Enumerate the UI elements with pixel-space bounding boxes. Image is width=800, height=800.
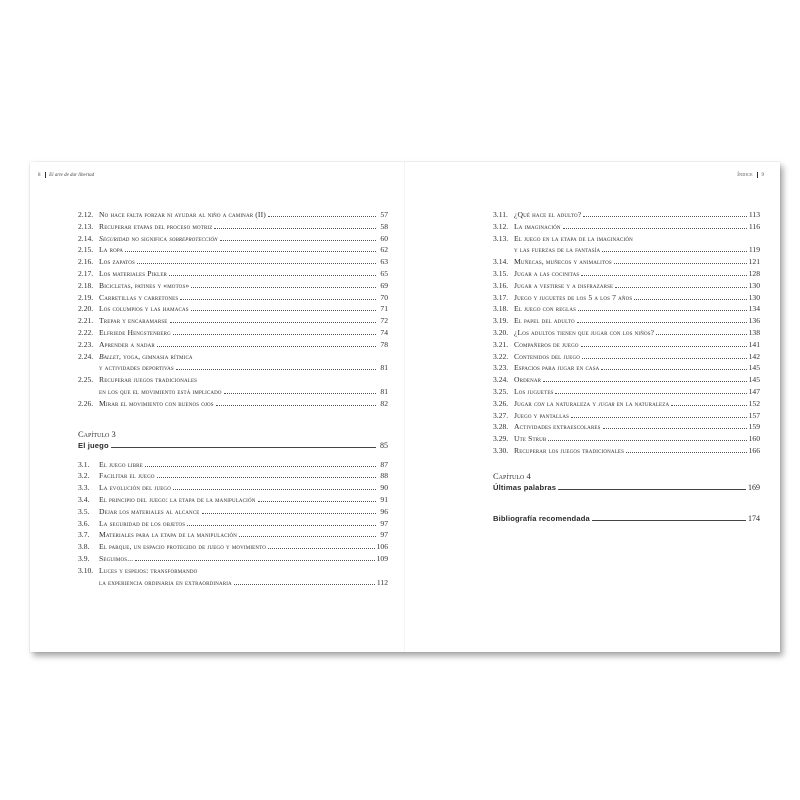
entry-page-number: 65 <box>380 268 388 278</box>
toc-entry <box>493 445 760 457</box>
entry-number: 3.14. <box>493 257 509 267</box>
entry-number: 3.6. <box>78 518 90 528</box>
entry-number: 2.23. <box>78 339 94 349</box>
entry-title: Juego y pantallas <box>514 410 570 420</box>
chapter-page-number: 169 <box>748 482 760 492</box>
entry-number: 2.14. <box>78 233 94 243</box>
toc-entry <box>78 256 388 268</box>
header-divider <box>45 172 46 178</box>
entry-page-number: 74 <box>380 327 388 337</box>
toc-entry <box>493 339 760 351</box>
left-toc <box>78 209 388 588</box>
entry-page-number: 70 <box>380 292 388 302</box>
dot-leader <box>173 334 376 335</box>
entry-page-number: 63 <box>380 257 388 267</box>
entry-title: El principio del juego: la etapa de la manipulación <box>99 494 256 504</box>
dot-leader <box>602 251 747 252</box>
dot-leader <box>601 369 746 370</box>
entry-title: Juego y juguetes de los 5 a los 7 años <box>514 292 633 302</box>
toc-entry <box>493 386 760 398</box>
entry-page-number: 159 <box>748 422 760 432</box>
entry-number: 3.9. <box>78 553 90 563</box>
toc-entry <box>78 315 388 327</box>
entry-title: No hace falta forzar ni ayudar al niño a caminar (II) <box>99 210 266 219</box>
dot-leader <box>615 287 746 288</box>
bibliography-heading <box>493 513 760 524</box>
toc-entry <box>493 351 760 363</box>
leader-line <box>558 489 746 490</box>
dot-leader <box>555 393 746 394</box>
entry-number: 3.1. <box>78 459 90 469</box>
entry-page-number: 138 <box>748 327 760 337</box>
dot-leader <box>548 440 746 441</box>
dot-leader <box>626 452 747 453</box>
toc-entry <box>78 339 388 351</box>
toc-entry <box>493 268 760 280</box>
entry-number: 3.11. <box>493 210 508 219</box>
entry-title: Materiales para la etapa de la manipulación <box>99 530 237 540</box>
toc-entry <box>493 327 760 339</box>
dot-leader <box>157 477 376 478</box>
chapter-label: Capítulo 4 <box>493 470 531 481</box>
dot-leader <box>176 369 376 370</box>
entry-page-number: 166 <box>748 445 760 455</box>
entry-number: 3.24. <box>493 375 509 385</box>
entry-number: 3.13. <box>493 233 509 243</box>
entry-title: El juego libre <box>99 459 143 469</box>
entry-page-number: 119 <box>748 245 760 255</box>
chapter-title: El juego <box>78 440 109 450</box>
dot-leader <box>581 275 746 276</box>
right-page <box>405 162 780 652</box>
toc-entry <box>78 209 388 221</box>
entry-number: 3.4. <box>78 494 90 504</box>
dot-leader <box>656 334 746 335</box>
dot-leader <box>137 263 376 264</box>
chapter-title: Últimas palabras <box>493 482 557 492</box>
entry-title: Carretillas y carretones <box>99 292 179 302</box>
toc-entry <box>493 280 760 292</box>
entry-page-number: 91 <box>380 494 388 504</box>
dot-leader <box>234 584 375 585</box>
entry-page-number: 113 <box>748 210 760 219</box>
toc-entry <box>78 280 388 292</box>
entry-title: Recuperar los juegos tradicionales <box>514 445 625 455</box>
toc-entry <box>78 351 388 375</box>
entry-number: 2.16. <box>78 257 94 267</box>
entry-title: Bicicletas, patines y «motos» <box>99 280 190 290</box>
entry-page-number: 62 <box>380 245 388 255</box>
entry-title: Elfriede Hengstenberg <box>99 327 171 337</box>
entry-page-number: 87 <box>380 459 388 469</box>
entry-number: 3.25. <box>493 386 509 396</box>
dot-leader <box>258 501 377 502</box>
entry-number: 3.16. <box>493 280 509 290</box>
toc-entry <box>78 292 388 304</box>
entry-title: Recuperar juegos tradicionales <box>99 375 198 385</box>
entry-page-number: 88 <box>380 471 388 481</box>
entry-number: 3.22. <box>493 351 509 361</box>
toc-entry <box>493 292 760 304</box>
entry-page-number: 97 <box>380 518 388 528</box>
entry-page-number: 128 <box>748 268 760 278</box>
toc-entry <box>493 421 760 433</box>
entry-page-number: 130 <box>748 280 760 290</box>
dot-leader <box>671 405 746 406</box>
entry-number: 2.12. <box>78 210 94 219</box>
dot-leader <box>157 346 376 347</box>
entry-number: 3.7. <box>78 530 90 540</box>
entry-page-number: 60 <box>380 233 388 243</box>
entry-title: en los que el movimiento está implicado <box>99 386 222 396</box>
entry-title: Mirar el movimiento con buenos ojos <box>99 398 214 408</box>
entry-number: 2.15. <box>78 245 94 255</box>
toc-entry <box>493 374 760 386</box>
entry-title: Los materiales Pikler <box>99 268 168 278</box>
right-running-header <box>737 172 764 178</box>
entry-page-number: 69 <box>380 280 388 290</box>
dot-leader <box>571 417 747 418</box>
entry-page-number: 116 <box>748 221 760 231</box>
left-page <box>30 162 405 652</box>
entry-page-number: 106 <box>376 542 388 552</box>
entry-title: Actividades extraescolares <box>514 422 601 432</box>
entry-title: El papel del adulto <box>514 316 575 326</box>
entry-number: 3.20. <box>493 327 509 337</box>
entry-number: 3.30. <box>493 445 509 455</box>
entry-number: 2.19. <box>78 292 94 302</box>
entry-page-number: 57 <box>380 210 388 219</box>
toc-entry <box>493 233 760 257</box>
entry-title: Los columpios y las hamacas <box>99 304 189 314</box>
entry-page-number: 81 <box>380 363 388 373</box>
toc-entry <box>78 303 388 315</box>
chapter-title: Bibliografía recomendada <box>493 513 590 523</box>
toc-entry <box>78 398 388 410</box>
entry-page-number: 81 <box>380 386 388 396</box>
entry-page-number: 72 <box>380 316 388 326</box>
entry-title: Ute Strub <box>514 434 547 444</box>
entry-page-number: 90 <box>380 483 388 493</box>
toc-entry <box>78 327 388 339</box>
entry-title: Muñecas, muñecos y animalitos <box>514 257 612 267</box>
entry-title: Los zapatos <box>99 257 135 267</box>
right-toc <box>493 209 760 524</box>
toc-entry <box>493 221 760 233</box>
dot-leader <box>125 251 376 252</box>
entry-title: Contenidos del juego <box>514 351 581 361</box>
toc-entry <box>78 565 388 589</box>
entry-page-number: 157 <box>748 410 760 420</box>
entry-title: ¿Qué hace el adulto? <box>514 210 582 219</box>
entry-title: Seguridad no significa sobreprotección <box>99 233 218 243</box>
entry-page-number: 58 <box>380 221 388 231</box>
entry-title: La seguridad de los objetos <box>99 518 186 528</box>
entry-title: Ballet, yoga, gimnasia rítmica <box>99 351 193 361</box>
entry-title: y las fuerzas de la fantasía <box>514 245 601 255</box>
toc-entry <box>78 374 388 398</box>
toc-entry <box>493 433 760 445</box>
section-title: Índice <box>737 173 753 178</box>
entry-page-number: 142 <box>748 351 760 361</box>
entry-title: El parque, un espacio protegido de juego y movimiento <box>99 542 266 552</box>
dot-leader <box>169 275 376 276</box>
toc-entry <box>78 459 388 471</box>
dot-leader <box>603 428 747 429</box>
entry-page-number: 152 <box>748 398 760 408</box>
entry-page-number: 82 <box>380 398 388 408</box>
entry-page-number: 147 <box>748 386 760 396</box>
dot-leader <box>145 466 376 467</box>
dot-leader <box>577 322 747 323</box>
entry-number: 3.26. <box>493 398 509 408</box>
chapter-4-heading <box>493 471 760 493</box>
entry-number: 3.12. <box>493 221 509 231</box>
entry-title: ¿Los adultos tienen que jugar con los niños? <box>514 327 655 337</box>
entry-page-number: 136 <box>748 316 760 326</box>
toc-entry <box>78 244 388 256</box>
dot-leader <box>202 513 376 514</box>
toc-entry <box>493 303 760 315</box>
entry-title: Compañeros de juego <box>514 339 579 349</box>
entry-title: El juego con reglas <box>514 304 577 314</box>
toc-entry <box>493 362 760 374</box>
entry-title: la experiencia ordinaria en extraordinaria <box>99 577 232 587</box>
header-divider <box>757 172 758 178</box>
entry-page-number: 145 <box>748 363 760 373</box>
entry-number: 3.17. <box>493 292 509 302</box>
dot-leader <box>170 322 377 323</box>
entry-number: 2.24. <box>78 351 94 361</box>
entry-number: 3.29. <box>493 434 509 444</box>
dot-leader <box>268 548 375 549</box>
entry-title: Seguimos... <box>99 553 134 563</box>
toc-entry <box>493 398 760 410</box>
left-running-header <box>38 172 94 178</box>
entry-title: La imaginación <box>514 221 561 231</box>
toc-entry <box>493 410 760 422</box>
entry-page-number: 71 <box>380 304 388 314</box>
left-page-number: 8 <box>38 172 41 178</box>
chapter-page-number: 85 <box>380 440 388 450</box>
dot-leader <box>563 228 747 229</box>
entry-title: Trepar y encaramarse <box>99 316 168 326</box>
dot-leader <box>191 287 376 288</box>
dot-leader <box>191 310 376 311</box>
chapter-page-number: 174 <box>748 513 760 523</box>
book-title: El arte de dar libertad <box>49 172 95 178</box>
toc-entry <box>78 482 388 494</box>
entry-number: 3.10. <box>78 565 94 575</box>
entry-page-number: 160 <box>748 434 760 444</box>
toc-entry <box>493 209 760 221</box>
dot-leader <box>216 405 376 406</box>
dot-leader <box>578 310 747 311</box>
entry-number: 2.21. <box>78 316 94 326</box>
toc-entry <box>78 268 388 280</box>
toc-entry <box>78 233 388 245</box>
entry-title: Los juguetes <box>514 386 554 396</box>
entry-number: 3.5. <box>78 506 90 516</box>
dot-leader <box>268 216 376 217</box>
toc-entry <box>78 221 388 233</box>
entry-title: Espacios para jugar en casa <box>514 363 600 373</box>
entry-number: 3.23. <box>493 363 509 373</box>
entry-title: La ropa <box>99 245 124 255</box>
chapter-label: Capítulo 3 <box>78 428 116 439</box>
entry-title: Dejar los materiales al alcance <box>99 506 200 516</box>
leader-line <box>111 447 376 448</box>
entry-number: 3.18. <box>493 304 509 314</box>
dot-leader <box>224 393 376 394</box>
book-spread <box>30 162 780 652</box>
entry-number: 3.19. <box>493 316 509 326</box>
entry-title: Jugar con la naturaleza y jugar en la naturaleza <box>514 398 670 408</box>
entry-page-number: 78 <box>380 339 388 349</box>
entry-page-number: 109 <box>376 553 388 563</box>
entry-number: 3.28. <box>493 422 509 432</box>
toc-entry <box>78 494 388 506</box>
toc-entry <box>493 256 760 268</box>
entry-page-number: 134 <box>748 304 760 314</box>
entry-title: El juego en la etapa de la imaginación <box>514 233 633 243</box>
entry-number: 3.8. <box>78 542 90 552</box>
entry-number: 2.17. <box>78 268 94 278</box>
entry-title: y actividades deportivas <box>99 363 174 373</box>
entry-page-number: 97 <box>380 530 388 540</box>
toc-entry <box>78 518 388 530</box>
entry-number: 2.26. <box>78 398 94 408</box>
toc-entry <box>78 506 388 518</box>
entry-title: Jugar a las cocinitas <box>514 268 580 278</box>
entry-number: 2.20. <box>78 304 94 314</box>
entry-page-number: 145 <box>748 375 760 385</box>
leader-line <box>592 520 746 521</box>
entry-page-number: 112 <box>376 577 388 587</box>
dot-leader <box>239 536 376 537</box>
entry-title: Aprender a nadar <box>99 339 155 349</box>
dot-leader <box>187 525 376 526</box>
entry-title: Facilitar el juego <box>99 471 155 481</box>
toc-entry <box>78 553 388 565</box>
dot-leader <box>220 240 376 241</box>
entry-page-number: 130 <box>748 292 760 302</box>
dot-leader <box>135 560 374 561</box>
entry-title: La evolución del juego <box>99 483 171 493</box>
toc-entry <box>78 529 388 541</box>
entry-number: 2.18. <box>78 280 94 290</box>
entry-number: 3.15. <box>493 268 509 278</box>
entry-number: 3.2. <box>78 471 90 481</box>
entry-title: Luces y espejos: transformando <box>99 565 198 575</box>
dot-leader <box>173 489 376 490</box>
entry-title: Jugar a vestirse y a disfrazarse <box>514 280 614 290</box>
entry-title: Ordenar <box>514 375 542 385</box>
dot-leader <box>543 381 747 382</box>
entry-number: 3.21. <box>493 339 509 349</box>
toc-entry <box>78 470 388 482</box>
toc-entry <box>493 315 760 327</box>
dot-leader <box>582 358 747 359</box>
entry-number: 2.25. <box>78 375 94 385</box>
entry-title: Recuperar etapas del proceso motriz <box>99 221 213 231</box>
chapter-3-heading <box>78 429 388 451</box>
entry-page-number: 121 <box>748 257 760 267</box>
dot-leader <box>634 299 746 300</box>
entry-page-number: 141 <box>748 339 760 349</box>
toc-entry <box>78 541 388 553</box>
right-page-number: 9 <box>761 172 764 178</box>
dot-leader <box>581 346 747 347</box>
dot-leader <box>180 299 376 300</box>
entry-number: 2.13. <box>78 221 94 231</box>
entry-page-number: 96 <box>380 506 388 516</box>
dot-leader <box>614 263 747 264</box>
dot-leader <box>583 216 747 217</box>
dot-leader <box>214 228 376 229</box>
entry-number: 3.3. <box>78 483 90 493</box>
entry-number: 3.27. <box>493 410 509 420</box>
entry-number: 2.22. <box>78 327 94 337</box>
